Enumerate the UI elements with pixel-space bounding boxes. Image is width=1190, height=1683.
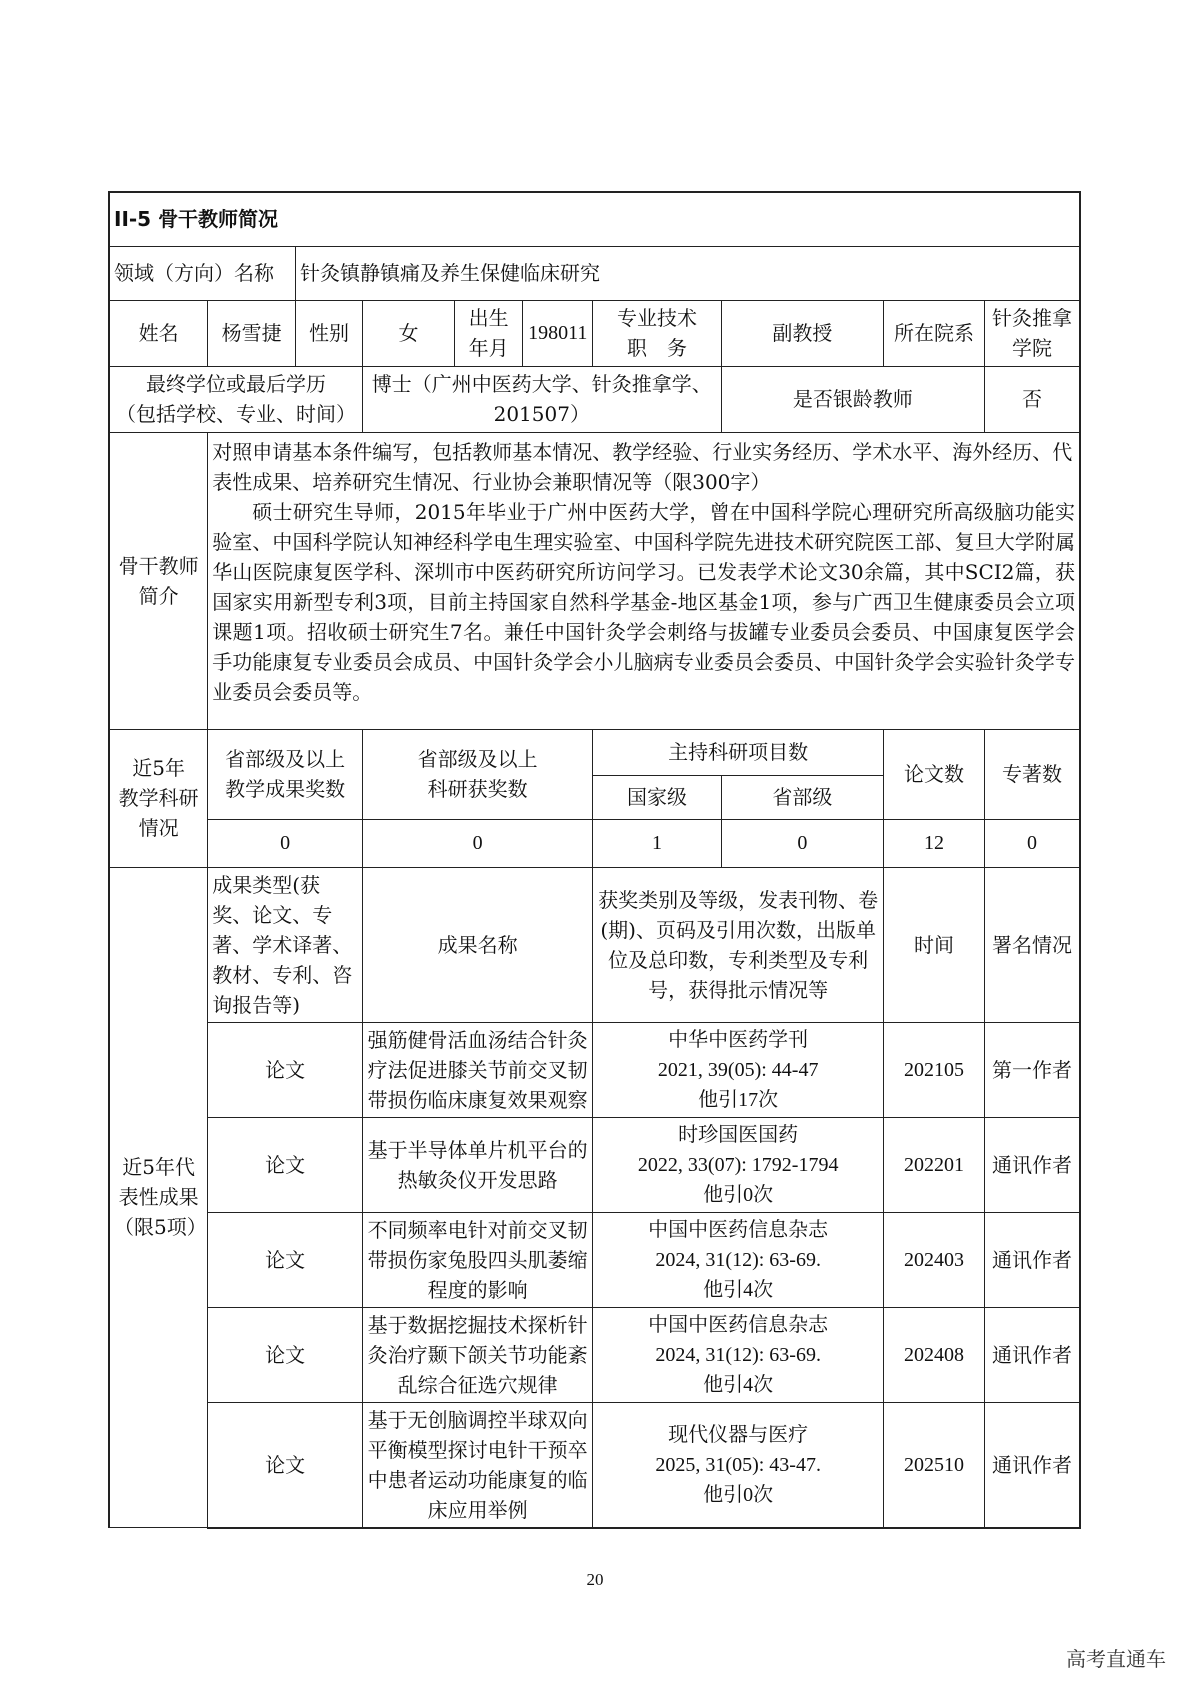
national-header: 国家级 bbox=[593, 775, 721, 819]
row-type: 论文 bbox=[208, 1307, 363, 1402]
papers-header: 论文数 bbox=[884, 729, 985, 819]
row-sign: 通讯作者 bbox=[984, 1117, 1080, 1212]
title-label: 专业技术 职 务 bbox=[593, 300, 721, 366]
row-sign: 第一作者 bbox=[984, 1022, 1080, 1117]
type-header: 成果类型(获奖、论文、专著、学术译著、教材、专利、咨询报告等) bbox=[208, 867, 363, 1022]
gender-value: 女 bbox=[362, 300, 454, 366]
table-row bbox=[109, 1022, 1080, 1117]
teacher-profile-table bbox=[108, 191, 1081, 1529]
birth-label: 出生 年月 bbox=[455, 300, 523, 366]
teach-award-header: 省部级及以上 教学成果奖数 bbox=[208, 729, 363, 819]
table-row bbox=[109, 1402, 1080, 1528]
row-time: 202201 bbox=[884, 1117, 985, 1212]
field-value: 针灸镇静镇痛及养生保健临床研究 bbox=[296, 246, 1081, 300]
section-title: II-5 骨干教师简况 bbox=[109, 192, 1080, 246]
books-value: 0 bbox=[984, 819, 1080, 867]
papers-value: 12 bbox=[884, 819, 985, 867]
research-award-value: 0 bbox=[362, 819, 592, 867]
teach-award-value: 0 bbox=[208, 819, 363, 867]
watermark: 高考直通车 bbox=[1066, 1647, 1166, 1671]
silver-label: 是否银龄教师 bbox=[721, 366, 984, 432]
national-value: 1 bbox=[593, 819, 721, 867]
intro-text: 硕士研究生导师，2015年毕业于广州中医药大学，曾在中国科学院心理研究所高级脑功能实验室、中国科学院认知神经科学电生理实验室、中国科学院先进技术研究院医工部、复旦大学附属华山医院康复医学科、深圳市中医药研究所访问学习。已发表学术论文30余篇，其中SCI2篇，获国家实用新型专利3项，目前主持国家自然科学基金-地区基金1项，参与广西卫生健康委员会立项课题1项。招收硕士研究生7名。兼任中国针灸学会刺络与拔罐专业委员会委员、中国康复医学会手功能康复专业委员会成员、中国针灸学会小儿脑病专业委员会委员、中国针灸学会实验针灸学专业委员会委员等。 bbox=[212, 499, 1075, 704]
stats-label: 近5年 教学科研 情况 bbox=[109, 729, 208, 867]
row-sign: 通讯作者 bbox=[984, 1402, 1080, 1528]
row-name: 不同频率电针对前交叉韧带损伤家兔股四头肌萎缩程度的影响 bbox=[362, 1212, 592, 1307]
row-name: 基于数据挖掘技术探析针灸治疗颞下颌关节功能紊乱综合征选穴规律 bbox=[362, 1307, 592, 1402]
name-header: 成果名称 bbox=[362, 867, 592, 1022]
college-value: 针灸推拿 学院 bbox=[984, 300, 1080, 366]
row-time: 202105 bbox=[884, 1022, 985, 1117]
row-type: 论文 bbox=[208, 1212, 363, 1307]
projects-header: 主持科研项目数 bbox=[593, 729, 884, 775]
college-label: 所在院系 bbox=[884, 300, 985, 366]
table-row bbox=[109, 1307, 1080, 1402]
intro-label: 骨干教师 简介 bbox=[109, 432, 208, 729]
row-time: 202408 bbox=[884, 1307, 985, 1402]
row-detail: 时珍国医国药 2022, 33(07): 1792-1794 他引0次 bbox=[593, 1117, 884, 1212]
research-award-header: 省部级及以上 科研获奖数 bbox=[362, 729, 592, 819]
row-detail: 中国中医药信息杂志 2024, 31(12): 63-69. 他引4次 bbox=[593, 1307, 884, 1402]
degree-label: 最终学位或最后学历 （包括学校、专业、时间） bbox=[109, 366, 362, 432]
row-name: 基于半导体单片机平台的热敏灸仪开发思路 bbox=[362, 1117, 592, 1212]
row-name: 强筋健骨活血汤结合针灸疗法促进膝关节前交叉韧带损伤临床康复效果观察 bbox=[362, 1022, 592, 1117]
birth-value: 198011 bbox=[523, 300, 593, 366]
intro-cell bbox=[208, 432, 1080, 729]
table-row bbox=[109, 1117, 1080, 1212]
row-detail: 中国中医药信息杂志 2024, 31(12): 63-69. 他引4次 bbox=[593, 1212, 884, 1307]
name-label: 姓名 bbox=[109, 300, 208, 366]
provincial-header: 省部级 bbox=[721, 775, 883, 819]
row-detail: 中华中医药学刊 2021, 39(05): 44-47 他引17次 bbox=[593, 1022, 884, 1117]
row-time: 202510 bbox=[884, 1402, 985, 1528]
row-type: 论文 bbox=[208, 1402, 363, 1528]
table-row bbox=[109, 1212, 1080, 1307]
row-time: 202403 bbox=[884, 1212, 985, 1307]
detail-header: 获奖类别及等级，发表刊物、卷(期)、页码及引用次数，出版单位及总印数，专利类型及专利号，获得批示情况等 bbox=[593, 867, 884, 1022]
page-number: 20 bbox=[586, 1570, 604, 1589]
field-label: 领域（方向）名称 bbox=[109, 246, 296, 300]
sign-header: 署名情况 bbox=[984, 867, 1080, 1022]
books-header: 专著数 bbox=[984, 729, 1080, 819]
row-sign: 通讯作者 bbox=[984, 1212, 1080, 1307]
intro-instruction: 对照申请基本条件编写，包括教师基本情况、教学经验、行业实务经历、学术水平、海外经历、代表性成果、培养研究生情况、行业协会兼职情况等（限300字） bbox=[212, 439, 1073, 494]
time-header: 时间 bbox=[884, 867, 985, 1022]
row-sign: 通讯作者 bbox=[984, 1307, 1080, 1402]
row-type: 论文 bbox=[208, 1117, 363, 1212]
row-name: 基于无创脑调控半球双向平衡模型探讨电针干预卒中患者运动功能康复的临床应用举例 bbox=[362, 1402, 592, 1528]
name-value: 杨雪捷 bbox=[208, 300, 296, 366]
row-detail: 现代仪器与医疗 2025, 31(05): 43-47. 他引0次 bbox=[593, 1402, 884, 1528]
achievements-label: 近5年代 表性成果 （限5项） bbox=[109, 867, 208, 1528]
silver-value: 否 bbox=[984, 366, 1080, 432]
degree-value: 博士（广州中医药大学、针灸推拿学、 201507） bbox=[362, 366, 721, 432]
provincial-value: 0 bbox=[721, 819, 883, 867]
gender-label: 性别 bbox=[296, 300, 363, 366]
row-type: 论文 bbox=[208, 1022, 363, 1117]
title-value: 副教授 bbox=[721, 300, 883, 366]
